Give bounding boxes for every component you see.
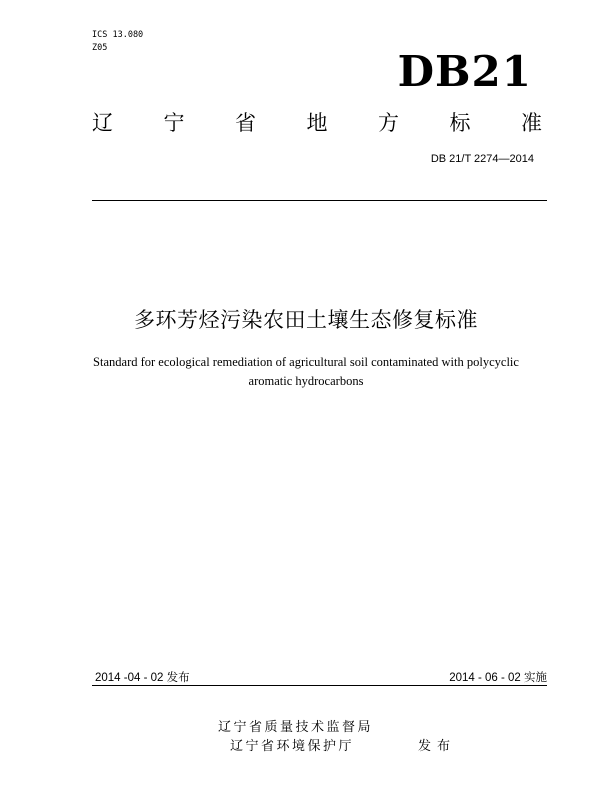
standard-type-heading <box>92 109 542 137</box>
document-title-english <box>60 353 552 391</box>
standard-type-char: 标 <box>449 111 471 135</box>
issue-date: 2014 -04 - 02 发布 <box>95 672 190 684</box>
document-title-chinese: 多环芳烃污染农田土壤生态修复标准 <box>134 308 478 332</box>
standard-type-char: 准 <box>521 111 542 135</box>
standard-type-char: 宁 <box>163 111 185 135</box>
classification-code: Z05 <box>92 43 108 53</box>
standard-type-char: 辽 <box>92 111 113 135</box>
english-title-line-1: Standard for ecological remediation of agricultural soil contaminated with polycyclic <box>93 355 519 369</box>
footer-divider <box>92 685 547 686</box>
issuer-quality-bureau: 辽宁省质量技术监督局 <box>218 720 374 735</box>
ics-code: ICS 13.080 <box>92 30 144 40</box>
header-divider <box>92 200 547 201</box>
english-title-line-2: aromatic hydrocarbons <box>248 374 364 388</box>
publish-label: 发布 <box>418 739 457 754</box>
standard-type-char: 方 <box>378 111 399 135</box>
standard-prefix-logo: DB21 <box>397 47 532 96</box>
issuer-environment-department: 辽宁省环境保护厅 <box>230 739 355 754</box>
standard-type-char: 地 <box>306 111 328 135</box>
standard-number: DB 21/T 2274—2014 <box>430 153 534 165</box>
implementation-date: 2014 - 06 - 02 实施 <box>449 672 547 684</box>
standard-type-char: 省 <box>235 111 256 135</box>
